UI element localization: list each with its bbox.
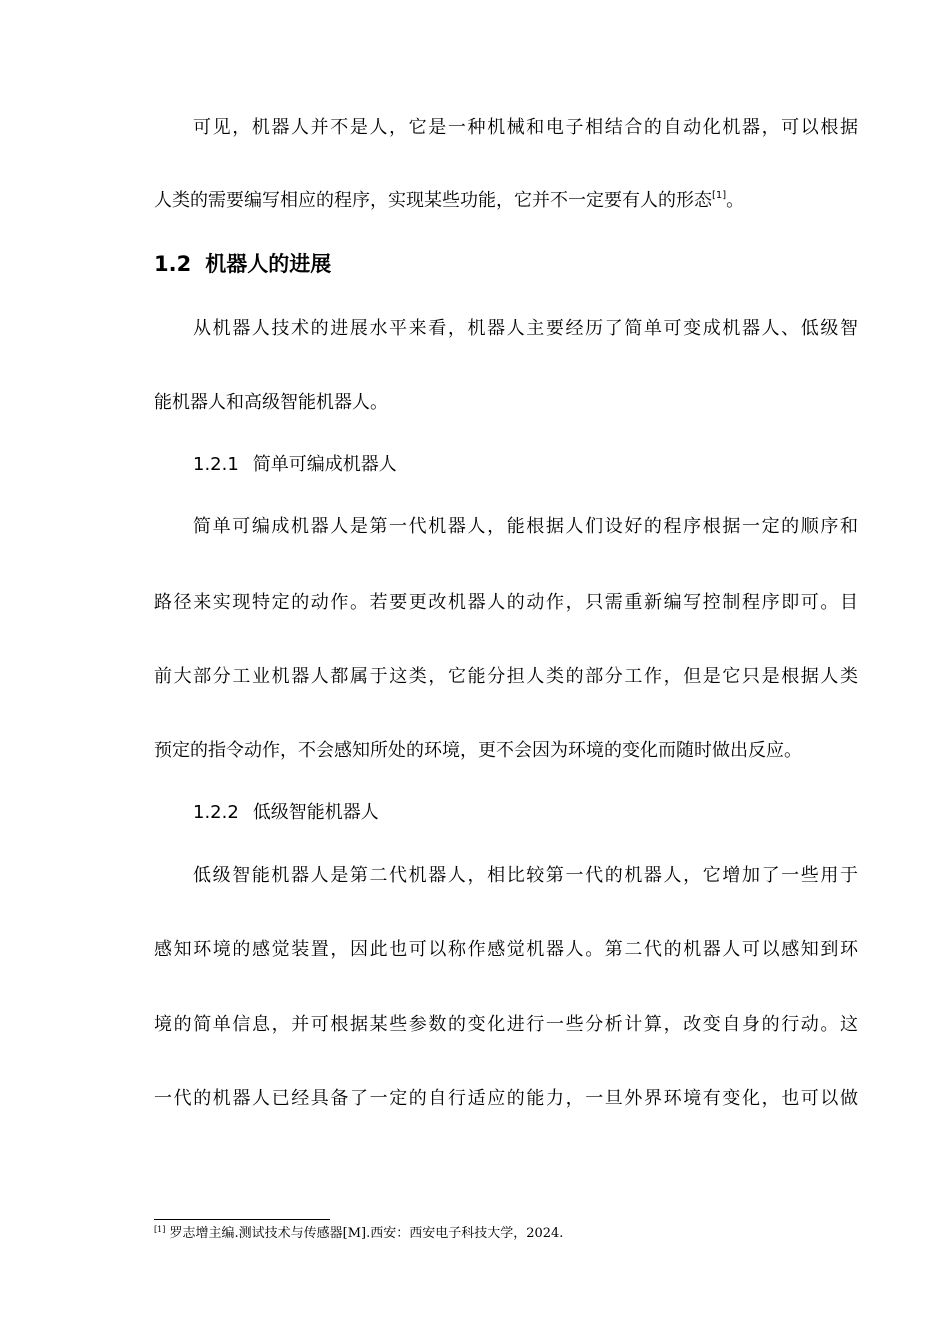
subsection-title: 简单可编成机器人: [252, 454, 397, 475]
paragraph-1-line-1: 可见，机器人并不是人，它是一种机械和电子相结合的自动化机器，可以根据: [193, 117, 858, 138]
paragraph-4-line-4: 一代的机器人已经具备了一定的自行适应的能力，一旦外界环境有变化，也可以做: [154, 1088, 858, 1109]
paragraph-2-line-1: 从机器人技术的进展水平来看，机器人主要经历了简单可变成机器人、低级智: [193, 318, 858, 339]
subsection-heading-1-2-2: [193, 800, 379, 826]
subsection-number: 1.2.2: [193, 802, 239, 823]
subsection-heading-1-2-1: [193, 452, 397, 478]
paragraph-3-line-4: 预定的指令动作，不会感知所处的环境，更不会因为环境的变化而随时做出反应。: [154, 740, 802, 761]
paragraph-3-line-3: 前大部分工业机器人都属于这类，它能分担人类的部分工作，但是它只是根据人类: [154, 666, 858, 687]
subsection-title: 低级智能机器人: [252, 802, 379, 823]
citation-marker[interactable]: [1]: [712, 190, 727, 201]
footnote-text: 罗志增主编.测试技术与传感器[M].西安：西安电子科技大学，2024.: [169, 1226, 564, 1241]
paragraph-1-line-2-text: 人类的需要编写相应的程序，实现某些功能，它并不一定要有人的形态: [154, 190, 712, 211]
paragraph-2-line-2: 能机器人和高级智能机器人。: [154, 392, 388, 413]
section-number: 1.2: [154, 252, 192, 276]
footnote-separator: [154, 1219, 330, 1220]
subsection-number: 1.2.1: [193, 454, 239, 475]
paragraph-4-line-1: 低级智能机器人是第二代机器人，相比较第一代的机器人，它增加了一些用于: [193, 865, 858, 886]
paragraph-1-line-2: [154, 188, 858, 214]
footnote: [154, 1225, 563, 1243]
paragraph-1-line-2-end: 。: [726, 190, 745, 211]
section-title: 机器人的进展: [205, 252, 332, 276]
section-heading-1-2: [154, 250, 331, 278]
paragraph-4-line-2: 感知环境的感觉装置，因此也可以称作感觉机器人。第二代的机器人可以感知到环: [154, 939, 858, 960]
paragraph-3-line-1: 简单可编成机器人是第一代机器人，能根据人们设好的程序根据一定的顺序和: [193, 516, 858, 537]
footnote-marker: [1]: [154, 1225, 166, 1234]
paragraph-3-line-2: 路径来实现特定的动作。若要更改机器人的动作，只需重新编写控制程序即可。目: [154, 592, 858, 613]
paragraph-4-line-3: 境的简单信息，并可根据某些参数的变化进行一些分析计算，改变自身的行动。这: [154, 1014, 858, 1035]
